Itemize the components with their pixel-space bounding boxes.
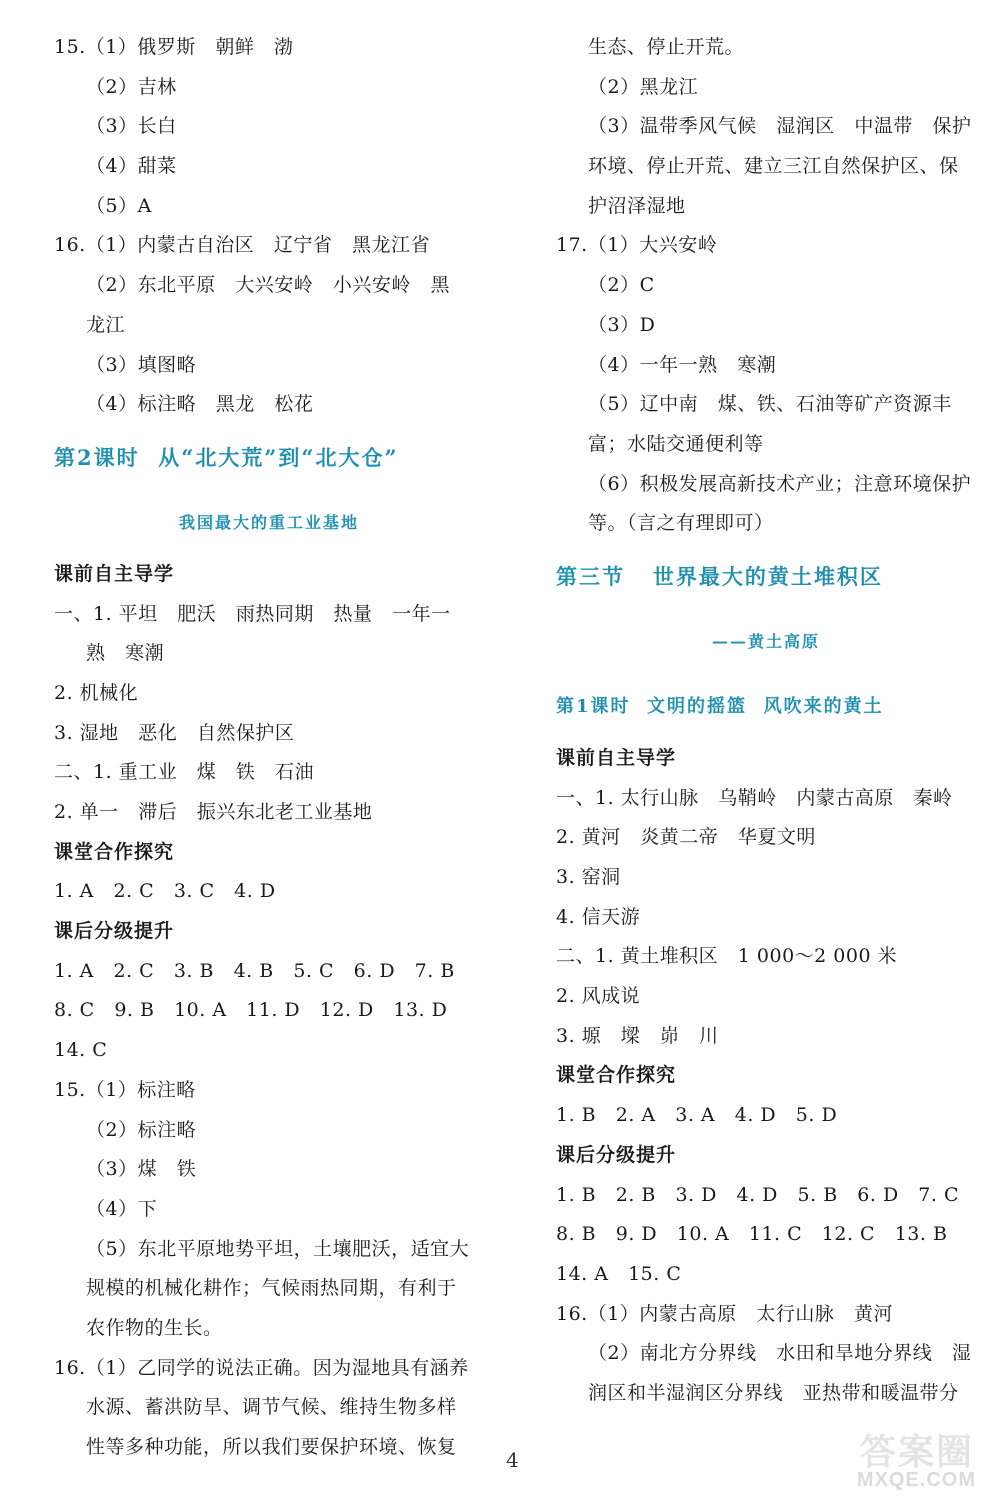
answer-line: 2. 风成说 (556, 985, 641, 1008)
answer-line: 2. 机械化 (54, 681, 139, 704)
answer-line: 3. 湿地 恶化 自然保护区 (54, 721, 295, 744)
answer-line: （2）南北方分界线 水田和旱地分界线 湿 (588, 1342, 972, 1365)
answer-line: 8. C 9. B 10. A 11. D 12. D 13. D (54, 999, 448, 1022)
answer-line: 4. 信天游 (556, 905, 641, 928)
answer-line: 15.（1）标注略 (54, 1078, 196, 1101)
answer-line: （5）东北平原地势平坦，土壤肥沃，适宜大 (86, 1237, 470, 1260)
watermark-logo: 答案圈 (859, 1431, 974, 1472)
answer-line: 二、1. 重工业 煤 铁 石油 (54, 761, 315, 784)
answer-line: 性等多种功能，所以我们要保护环境、恢复 (86, 1436, 457, 1458)
answer-line: （2）C (588, 274, 655, 297)
answer-line: 1. A 2. C 3. B 4. B 5. C 6. D 7. B (54, 959, 455, 982)
answer-line: 农作物的生长。 (86, 1316, 223, 1339)
subsection-heading: 课后分级提升 (556, 1143, 677, 1166)
answer-line: （4）一年一熟 寒潮 (588, 353, 777, 376)
answer-line: （4）标注略 黑龙 松花 (86, 393, 314, 416)
answer-line: （2）标注略 (86, 1118, 197, 1141)
answer-line: 生态、停止开荒。 (588, 36, 745, 58)
section-title: 第三节 世界最大的黄土堆积区 (556, 563, 883, 589)
subsection-heading: 课后分级提升 (54, 920, 175, 943)
answer-line: 熟 寒潮 (86, 642, 165, 665)
answer-line: （2）东北平原 大兴安岭 小兴安岭 黑 (86, 274, 450, 297)
right-column (556, 28, 976, 1414)
answer-line: 3. 塬 墚 峁 川 (556, 1024, 719, 1047)
answer-line: （3）煤 铁 (86, 1158, 197, 1181)
answer-line: 龙江 (86, 313, 126, 336)
answer-line: 16.（1）乙同学的说法正确。因为湿地具有涵养 (54, 1356, 469, 1379)
answer-line: 16.（1）内蒙古自治区 辽宁省 黑龙江省 (54, 234, 431, 257)
answer-line: （6）积极发展高新技术产业；注意环境保护 (588, 472, 972, 495)
answer-line: （2）黑龙江 (588, 75, 699, 98)
answer-line: （3）D (588, 313, 656, 336)
answer-line: 环境、停止开荒、建立三江自然保护区、保 (588, 155, 959, 178)
answer-line: 2. 黄河 炎黄二帝 华夏文明 (556, 826, 816, 849)
answer-line: （3）长白 (86, 115, 177, 138)
answer-line: 3. 窑洞 (556, 866, 621, 888)
answer-line: 16.（1）内蒙古高原 太行山脉 黄河 (556, 1302, 894, 1325)
answer-line: 8. B 9. D 10. A 11. C 12. C 13. B (556, 1223, 948, 1246)
watermark-site: MXQE.COM (856, 1469, 976, 1491)
section-subtitle: ——黄土高原 (711, 631, 820, 651)
section-title: 第1课时 文明的摇篮 风吹来的黄土 (556, 695, 884, 717)
answer-line: 17.（1）大兴安岭 (556, 234, 718, 257)
answer-line: 1. B 2. B 3. D 4. D 5. B 6. D 7. C (556, 1183, 960, 1206)
answer-line: 1. A 2. C 3. C 4. D (54, 880, 276, 903)
subsection-heading: 课堂合作探究 (54, 840, 175, 863)
answer-line: 14. A 15. C (556, 1262, 682, 1285)
answer-line: 1. B 2. A 3. A 4. D 5. D (556, 1104, 838, 1127)
answer-line: （4）下 (86, 1197, 158, 1220)
answer-line: （5）A (86, 194, 152, 217)
section-subtitle: 我国最大的重工业基地 (178, 512, 359, 532)
answer-line: （3）温带季风气候 湿润区 中温带 保护 (588, 115, 972, 138)
page-number: 4 (506, 1448, 519, 1472)
section-title: 第2课时 从“北大荒”到“北大仓” (54, 444, 399, 470)
subsection-heading: 课堂合作探究 (556, 1064, 677, 1087)
answer-line: （3）填图略 (86, 353, 197, 376)
answer-line: 规模的机械化耕作；气候雨热同期，有利于 (86, 1277, 457, 1300)
answer-line: 护沼泽湿地 (588, 194, 686, 217)
answer-line: （4）甜菜 (86, 155, 177, 178)
left-column (54, 28, 484, 1468)
answer-line: 等。（言之有理即可） (588, 512, 774, 535)
answer-line: 2. 单一 滞后 振兴东北老工业基地 (54, 801, 373, 823)
answer-line: 一、1. 太行山脉 乌鞘岭 内蒙古高原 秦岭 (556, 786, 953, 809)
answer-line: 润区和半湿润区分界线 亚热带和暖温带分 (588, 1381, 959, 1404)
answer-line: 14. C (54, 1039, 108, 1062)
answer-line: 15.（1）俄罗斯 朝鲜 渤 (54, 36, 294, 58)
subsection-heading: 课前自主导学 (54, 562, 175, 585)
answer-line: 二、1. 黄土堆积区 1 000～2 000 米 (556, 945, 898, 968)
answer-line: （5）辽中南 煤、铁、石油等矿产资源丰 (588, 393, 952, 416)
answer-line: 水源、蓄洪防旱、调节气候、维持生物多样 (86, 1396, 457, 1419)
subsection-heading: 课前自主导学 (556, 746, 677, 769)
answer-line: 富；水陆交通便利等 (588, 432, 764, 455)
answer-line: （2）吉林 (86, 75, 177, 98)
answer-line: 一、1. 平坦 肥沃 雨热同期 热量 一年一 (54, 602, 451, 625)
watermark (828, 1424, 984, 1498)
